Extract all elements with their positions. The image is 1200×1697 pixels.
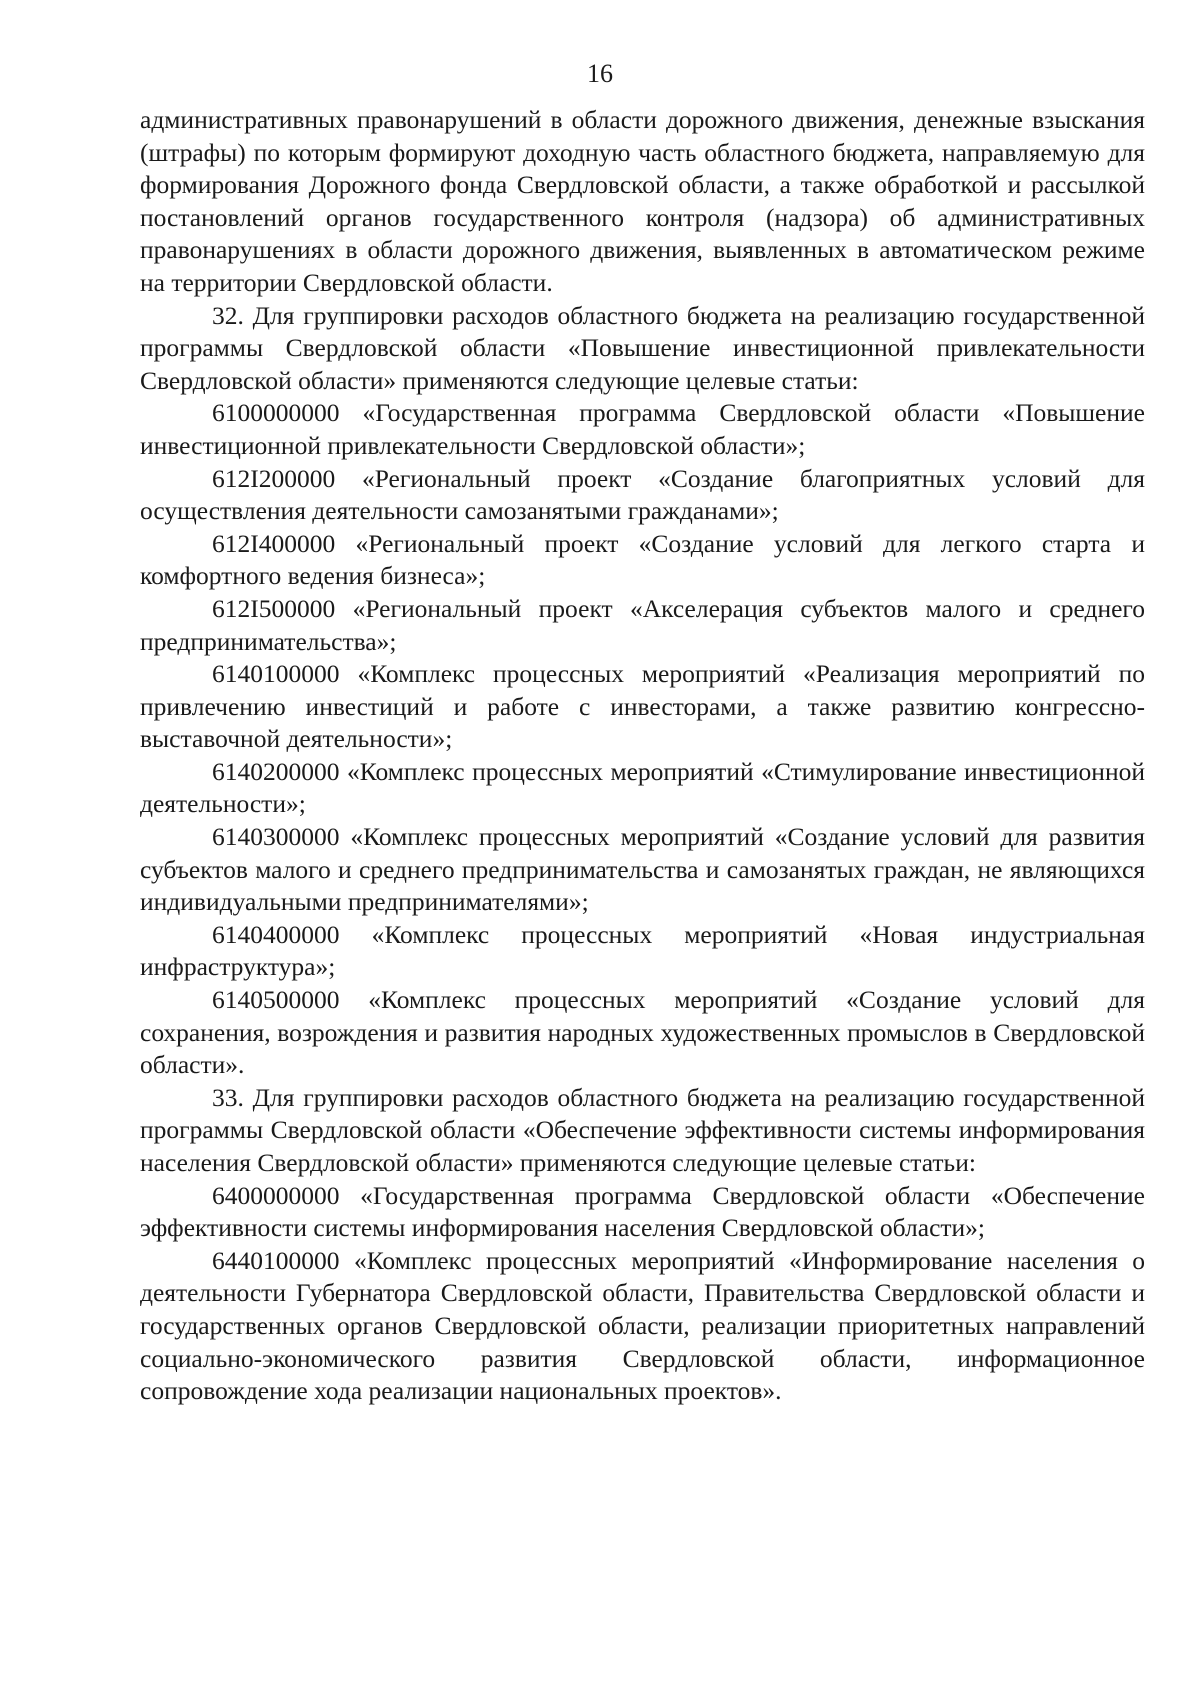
document-body xyxy=(140,104,1145,1408)
paragraph-item-32: 32. Для группировки расходов областного бюджета на реализацию государственной программы Свердловской области «Повышение инвестиционной привлекательности Свердловской области» применяются следующие целевые статьи: xyxy=(140,300,1145,395)
target-article: 6100000000 «Государственная программа Свердловской области «Повышение инвестиционной привлекательности Свердловской области»; xyxy=(140,398,1145,460)
target-article: 6140100000 «Комплекс процессных мероприятий «Реализация мероприятий по привлечению инвестиций и работе с инвесторами, а также развитию конгрессно-выставочной деятельности»; xyxy=(140,659,1145,754)
target-article: 6400000000 «Государственная программа Свердловской области «Обеспечение эффективности системы информирования населения Свердловской области»; xyxy=(140,1180,1145,1243)
target-article: 612I500000 «Региональный проект «Акселерация субъектов малого и среднего предпринимательства»; xyxy=(140,593,1145,656)
target-article: 6140500000 «Комплекс процессных мероприятий «Создание условий для сохранения, возрождения и развития народных художественных промыслов в Свердловской области». xyxy=(140,985,1145,1080)
target-article: 6140400000 «Комплекс процессных мероприятий «Новая индустриальная инфраструктура»; xyxy=(140,919,1145,982)
target-article: 612I400000 «Региональный проект «Создание условий для легкого старта и комфортного ведения бизнеса»; xyxy=(140,528,1145,591)
target-article: 6140200000 «Комплекс процессных мероприятий «Стимулирование инвестиционной деятельности»; xyxy=(140,756,1145,819)
target-article: 6440100000 «Комплекс процессных мероприятий «Информирование населения о деятельности Губернатора Свердловской области, Правительства Свердловской области и государственных органов Свердловской области, реализации приоритетных направлений социально-экономического развития Свердловской области, информационное сопровождение хода реализации национальных проектов». xyxy=(140,1245,1145,1406)
target-article: 6140300000 «Комплекс процессных мероприятий «Создание условий для развития субъектов малого и среднего предпринимательства и самозанятых граждан, не являющихся индивидуальными предпринимателями»; xyxy=(140,822,1145,917)
target-article: 612I200000 «Региональный проект «Создание благоприятных условий для осуществления деятельности самозанятыми гражданами»; xyxy=(140,463,1145,526)
paragraph-item-33: 33. Для группировки расходов областного бюджета на реализацию государственной программы Свердловской области «Обеспечение эффективности системы информирования населения Свердловской области» применяются следующие целевые статьи: xyxy=(140,1082,1145,1177)
paragraph-continuation: административных правонарушений в области дорожного движения, денежные взыскания (штрафы) по которым формируют доходную часть областного бюджета, направляемую для формирования Дорожного фонда Свердловской области, а также обработкой и рассылкой постановлений органов государственного контроля (надзора) об административных правонарушениях в области дорожного движения, выявленных в автоматическом режиме на территории Свердловской области. xyxy=(140,105,1145,297)
page-number: 16 xyxy=(587,59,613,88)
